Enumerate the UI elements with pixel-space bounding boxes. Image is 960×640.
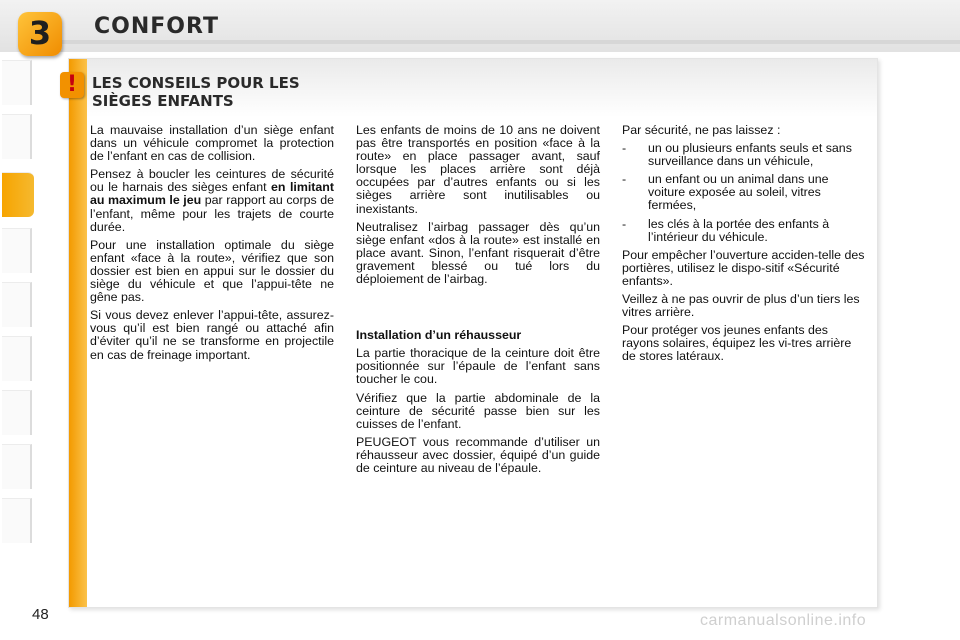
chapter-tab-active[interactable]: [2, 172, 34, 217]
list-item: [622, 142, 867, 168]
header-stripe: [60, 40, 960, 44]
list-item-text: un ou plusieurs enfants seuls et sans surveillance dans un véhicule,: [648, 141, 852, 169]
list-item: [622, 173, 867, 212]
paragraph: Si vous devez enlever l’appui-tête, assurez-vous qu’il est bien rangé ou attaché afin d’éviter qu’il ne se transforme en projectile en cas de freinage important.: [90, 308, 334, 362]
paragraph: Les enfants de moins de 10 ans ne doivent pas être transportés en position «face à la route» en place passager avant, sauf lorsque les places arrière sont déjà occupées par d’autres enfants ou si les sièges arrière sont inutilisables ou inexistants.: [356, 123, 600, 216]
header-bar: [0, 0, 960, 52]
paragraph: Pour une installation optimale du siège enfant «face à la route», vérifiez que son dossier est bien en appui sur le dossier du siège du véhicule et que l’appui-tête ne gêne pas.: [90, 237, 334, 305]
paragraph: [90, 168, 334, 233]
paragraph: Neutralisez l’airbag passager dès qu’un siège enfant «dos à la route» est installé en place avant. Sinon, l’enfant risquerait d’être gravement blessé ou tué lors du déploiement de l’airbag.: [356, 219, 600, 287]
text-run: par rapport au corps de l’enfant, même pour les trajets de courte durée.: [90, 193, 334, 234]
chapter-badge: [18, 12, 62, 56]
paragraph: La mauvaise installation d’un siège enfant dans un véhicule compromet la protection de l’enfant en cas de collision.: [90, 123, 334, 164]
list-item-text: un enfant ou un animal dans une voiture exposée au soleil, vitres fermées,: [648, 172, 829, 213]
warning-glyph: !: [66, 72, 78, 97]
chapter-tab-column: [0, 60, 36, 580]
list-dash: -: [622, 216, 627, 231]
chapter-tab[interactable]: [2, 336, 32, 381]
paragraph: La partie thoracique de la ceinture doit être positionnée sur l’épaule de l’enfant sans toucher le cou.: [356, 346, 600, 387]
subheading: Installation d’un réhausseur: [356, 328, 522, 343]
section-title-line-1: LES CONSEILS POUR LES: [92, 74, 300, 92]
section-title: [92, 74, 392, 110]
chapter-number: 3: [28, 14, 52, 52]
text-run: Pensez à boucler les ceintures de sécurité ou le harnais des sièges enfant: [90, 167, 334, 195]
paragraph: Vérifiez que la partie abdominale de la ceinture de sécurité passe bien sur les cuisses de l’enfant.: [356, 390, 600, 431]
list-dash: -: [622, 172, 627, 187]
chapter-tab[interactable]: [2, 60, 32, 105]
chapter-tab[interactable]: [2, 444, 32, 489]
paragraph: PEUGEOT vous recommande d’utiliser un réhausseur avec dossier, équipé d’un guide de ceinture au niveau de l’épaule.: [356, 434, 600, 475]
chapter-title: CONFORT: [94, 14, 219, 39]
paragraph: Par sécurité, ne pas laissez :: [622, 123, 781, 137]
column-2: [356, 124, 600, 480]
chapter-tab[interactable]: [2, 282, 32, 327]
warning-icon: [60, 72, 84, 98]
column-1: [90, 124, 334, 367]
list-item-text: les clés à la portée des enfants à l’intérieur du véhicule.: [648, 216, 830, 244]
paragraph: Pour protéger vos jeunes enfants des rayons solaires, équipez les vi-tres arrière de stores latéraux.: [622, 323, 852, 364]
section-title-line-2: SIÈGES ENFANTS: [92, 92, 234, 110]
chapter-tab[interactable]: [2, 114, 32, 159]
list-dash: -: [622, 141, 627, 156]
watermark: carmanualsonline.info: [700, 612, 867, 629]
paragraph: Pour empêcher l’ouverture acciden-telle des portières, utilisez le dispo-sitif «Sécurité enfants».: [622, 247, 865, 288]
bold-text: en limitant au maximum le jeu: [90, 180, 334, 208]
chapter-tab[interactable]: [2, 498, 32, 543]
list-item: [622, 218, 867, 244]
panel-orange-bar: [69, 59, 87, 607]
chapter-tab[interactable]: [2, 228, 32, 273]
paragraph: Veillez à ne pas ouvrir de plus d’un tiers les vitres arrière.: [622, 292, 860, 320]
chapter-tab[interactable]: [2, 390, 32, 435]
page-number: 48: [32, 606, 49, 623]
column-3: [622, 124, 867, 369]
